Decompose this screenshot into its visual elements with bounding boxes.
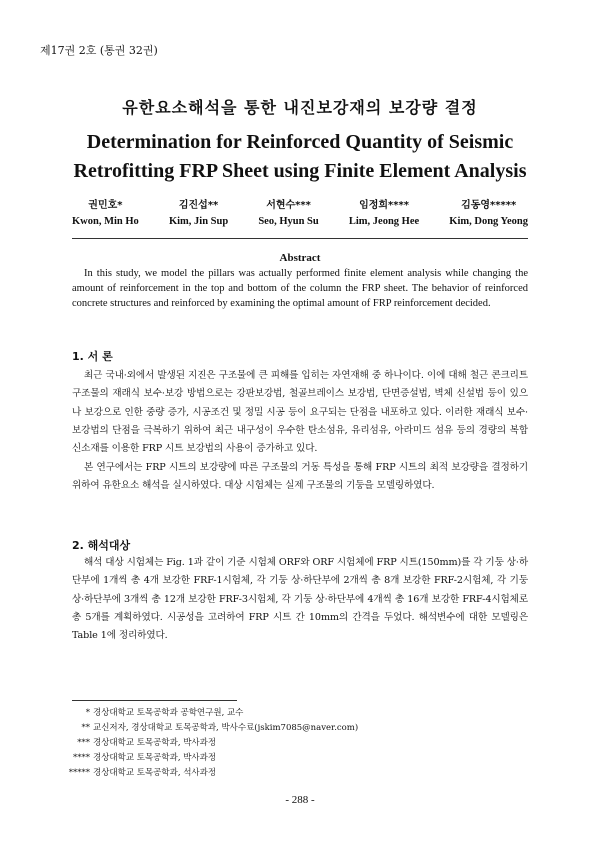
footnote bbox=[60, 736, 358, 751]
author-name-korean: 임정희**** bbox=[359, 200, 409, 211]
author-name-english: Kim, Jin Sup bbox=[168, 216, 229, 227]
english-title-line-2: Retrofitting FRP Sheet using Finite Element Analysis bbox=[73, 160, 527, 182]
abstract-heading: Abstract bbox=[279, 252, 321, 264]
author bbox=[169, 198, 228, 230]
footnote-text: 경상대학교 토목공학과, 박사과정 bbox=[93, 753, 217, 763]
introduction-paragraph-2: 본 연구에서는 FRP 시트의 보강량에 따른 구조물의 거동 특성을 통해 FRP 시트의 최적 보강량을 결정하기 위하여 유한요소 해석을 실시하였다. 대상 시험체는 실제 구조물의 기둥을 모델링하였다. bbox=[72, 462, 528, 492]
footnote bbox=[60, 721, 358, 736]
abstract-text: In this study, we model the pillars was actually performed finite element analysis while changing the amount of reinforcement in the top and bottom of the column the FRP sheet. The behavior of reinforced concrete structures and reinforced by examining the optimal amount of FRP reinforcement decided. bbox=[72, 268, 528, 309]
footnote-text: 경상대학교 토목공학과, 석사과정 bbox=[93, 768, 217, 778]
analysis-target-paragraph: 해석 대상 시험체는 Fig. 1과 같이 기준 시험체 ORF와 ORF 시험체에 FRP 시트(150mm)를 각 기둥 상·하단부에 1개씩 총 4개 보강한 FRF-1시험체, 각 기둥 상·하단부에 2개씩 총 8개 보강한 FRF-2시험체, 각 기둥 상·하단부에 3개씩 총 12개 보강한 FRF-3시험체, 각 기둥 상·하단부에 4개씩 총 16개 보강한 FRF-4시험체로 총 5개를 계획하였다. 시공성을 고려하여 FRP 시트 간 10mm의 간격을 두었다. 해석변수에 대한 모델링은 Table 1에 정리하였다. bbox=[72, 557, 528, 642]
author bbox=[72, 198, 139, 230]
author-name-korean: 권민호* bbox=[88, 200, 123, 211]
english-title bbox=[0, 128, 600, 186]
author-name-english: Kwon, Min Ho bbox=[72, 216, 139, 227]
footnote bbox=[60, 751, 358, 766]
introduction-paragraph-1: 최근 국내·외에서 발생된 지진은 구조물에 큰 피해를 입히는 자연재해 중 하나이다. 이에 대해 철근 콘크리트 구조물의 재래식 보수·보강 방법으로는 강판보강법, 철골브레이스 보강법, 단면증설법, 벽체 신설법 등이 있으나 보강으로 인한 중량 증가, 시공조건 및 정밀 시공 등이 요구되는 단점을 내포하고 있다. 이러한 재래식 보수·보강법의 단점을 극복하기 위하여 최근 내구성이 우수한 탄소섬유, 유리섬유, 아라미드 섬유 등의 경량의 복합 신소재를 이용한 FRP 시트 보강법의 사용이 증가하고 있다. bbox=[72, 370, 528, 455]
author-list bbox=[72, 198, 528, 230]
author-name-english: Lim, Jeong Hee bbox=[348, 216, 420, 227]
author-name-korean: 김진섭** bbox=[178, 200, 219, 211]
page-number: - 288 - bbox=[285, 794, 315, 806]
footnote-mark: ** bbox=[81, 723, 90, 733]
author-name-english: Kim, Dong Yeong bbox=[449, 216, 528, 227]
english-title-line-1: Determination for Reinforced Quantity of Seismic bbox=[86, 131, 514, 153]
korean-title: 유한요소해석을 통한 내진보강재의 보강량 결정 bbox=[122, 98, 478, 117]
author-divider bbox=[72, 238, 528, 239]
footnote-mark: *** bbox=[77, 738, 90, 748]
author bbox=[349, 198, 419, 230]
journal-header: 제17권 2호 (통권 32권) bbox=[40, 44, 158, 57]
footnote-mark: * bbox=[85, 708, 90, 718]
footnotes bbox=[60, 706, 358, 781]
author-name-korean: 서현수*** bbox=[266, 200, 311, 211]
footnote bbox=[60, 766, 358, 781]
author-name-english: Seo, Hyun Su bbox=[258, 216, 319, 227]
footnote-text: 경상대학교 토목공학과 공학연구원, 교수 bbox=[93, 708, 244, 718]
author-name-korean: 김동영***** bbox=[461, 200, 517, 211]
footnote-mark: **** bbox=[73, 753, 90, 763]
section-heading-analysis-target: 2. 해석대상 bbox=[72, 539, 131, 552]
footnote-text: 경상대학교 토목공학과, 박사과정 bbox=[93, 738, 217, 748]
footnote-mark: ***** bbox=[68, 768, 90, 778]
author bbox=[258, 198, 318, 230]
author bbox=[449, 198, 528, 230]
footnote-divider bbox=[72, 700, 237, 701]
section-heading-introduction: 1. 서 론 bbox=[72, 350, 113, 363]
footnote-text: 교신저자, 경상대학교 토목공학과, 박사수료(jskim7085@naver.com) bbox=[93, 723, 359, 733]
footnote bbox=[60, 706, 358, 721]
